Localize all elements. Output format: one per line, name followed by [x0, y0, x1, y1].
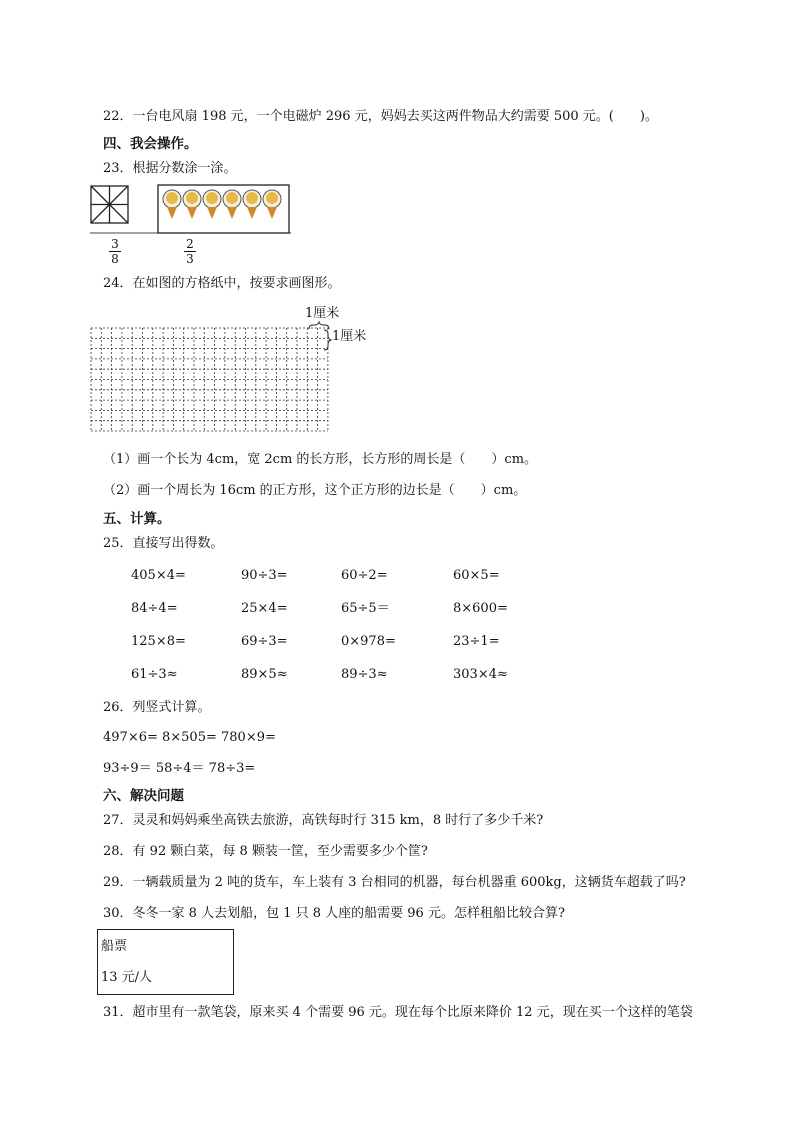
fraction-denominator: 8 — [111, 252, 119, 266]
grid-label-top: 1厘米 — [305, 306, 340, 321]
calc-cell: 405×4= — [131, 568, 186, 583]
question-27: 27．灵灵和妈妈乘坐高铁去旅游，高铁每时行 315 km，8 时行了多少千米? — [103, 813, 544, 828]
calc-cell: 61÷3≈ — [131, 667, 178, 682]
calc-cell: 0×978= — [341, 634, 396, 649]
question-25: 25．直接写出得数。 — [103, 536, 224, 551]
question-29: 29．一辆载质量为 2 吨的货车，车上装有 3 台相同的机器，每台机器重 600kg，这辆货车超载了吗? — [103, 875, 686, 890]
ice-cream-row — [163, 190, 281, 219]
fraction-numerator: 2 — [186, 237, 194, 251]
fraction-numerator: 3 — [111, 237, 119, 251]
ticket-title: 船票 — [101, 939, 128, 954]
ice-cream-icon — [183, 190, 201, 219]
grid-label-right: 1厘米 — [332, 329, 367, 344]
fraction-figure — [88, 183, 293, 235]
calc-cell: 303×4≈ — [453, 667, 508, 682]
calc-cell: 84÷4= — [131, 601, 178, 616]
eighths-square — [91, 186, 128, 223]
grid-paper — [88, 302, 388, 440]
question-26: 26．列竖式计算。 — [103, 700, 211, 715]
calc-cell: 90÷3= — [241, 568, 288, 583]
question-22: 22．一台电风扇 198 元，一个电磁炉 296 元，妈妈去买这两件物品大约需要 500 元。( )。 — [103, 109, 658, 124]
boat-ticket — [97, 929, 234, 995]
ice-cream-icon — [223, 190, 241, 219]
ice-cream-icon — [263, 190, 281, 219]
question-24: 24．在如图的方格纸中，按要求画图形。 — [103, 276, 341, 291]
section-heading-4: 四、我会操作。 — [103, 136, 198, 152]
calc-cell: 60÷2= — [341, 568, 388, 583]
calc-cell: 89÷3≈ — [341, 667, 388, 682]
calc-cell: 8×600= — [453, 601, 508, 616]
vertical-calc-line-1: 497×6= 8×505= 780×9= — [103, 730, 276, 745]
calc-cell: 69÷3= — [241, 634, 288, 649]
calc-cell: 60×5= — [453, 568, 500, 583]
calc-cell: 65÷5＝ — [341, 601, 390, 616]
question-31: 31．超市里有一款笔袋，原来买 4 个需要 96 元。现在每个比原来降价 12 元，现在买一个这样的笔袋 — [103, 1005, 693, 1020]
fraction-3-8 — [109, 238, 121, 265]
calc-cell: 125×8= — [131, 634, 186, 649]
question-28: 28．有 92 颗白菜，每 8 颗装一筐，至少需要多少个筐? — [103, 844, 428, 859]
question-30: 30．冬冬一家 8 人去划船，包 1 只 8 人座的船需要 96 元。怎样租船比较合算? — [103, 906, 565, 921]
ice-cream-icon — [163, 190, 181, 219]
fraction-2-3 — [184, 238, 196, 265]
fraction-denominator: 3 — [186, 252, 194, 266]
ticket-price: 13 元/人 — [101, 970, 153, 985]
calc-cell: 23÷1= — [453, 634, 500, 649]
ice-cream-icon — [243, 190, 261, 219]
ice-cream-icon — [203, 190, 221, 219]
question-23: 23．根据分数涂一涂。 — [103, 161, 237, 176]
calc-cell: 25×4= — [241, 601, 288, 616]
question-24-1: （1）画一个长为 4cm，宽 2cm 的长方形，长方形的周长是（ ）cm。 — [103, 452, 538, 467]
vertical-calc-line-2: 93÷9＝ 58÷4＝ 78÷3= — [103, 761, 256, 776]
question-24-2: （2）画一个周长为 16cm 的正方形，这个正方形的边长是（ ）cm。 — [103, 483, 527, 498]
calc-cell: 89×5≈ — [241, 667, 288, 682]
section-heading-5: 五、计算。 — [103, 511, 171, 527]
section-heading-6: 六、解决问题 — [103, 788, 184, 804]
